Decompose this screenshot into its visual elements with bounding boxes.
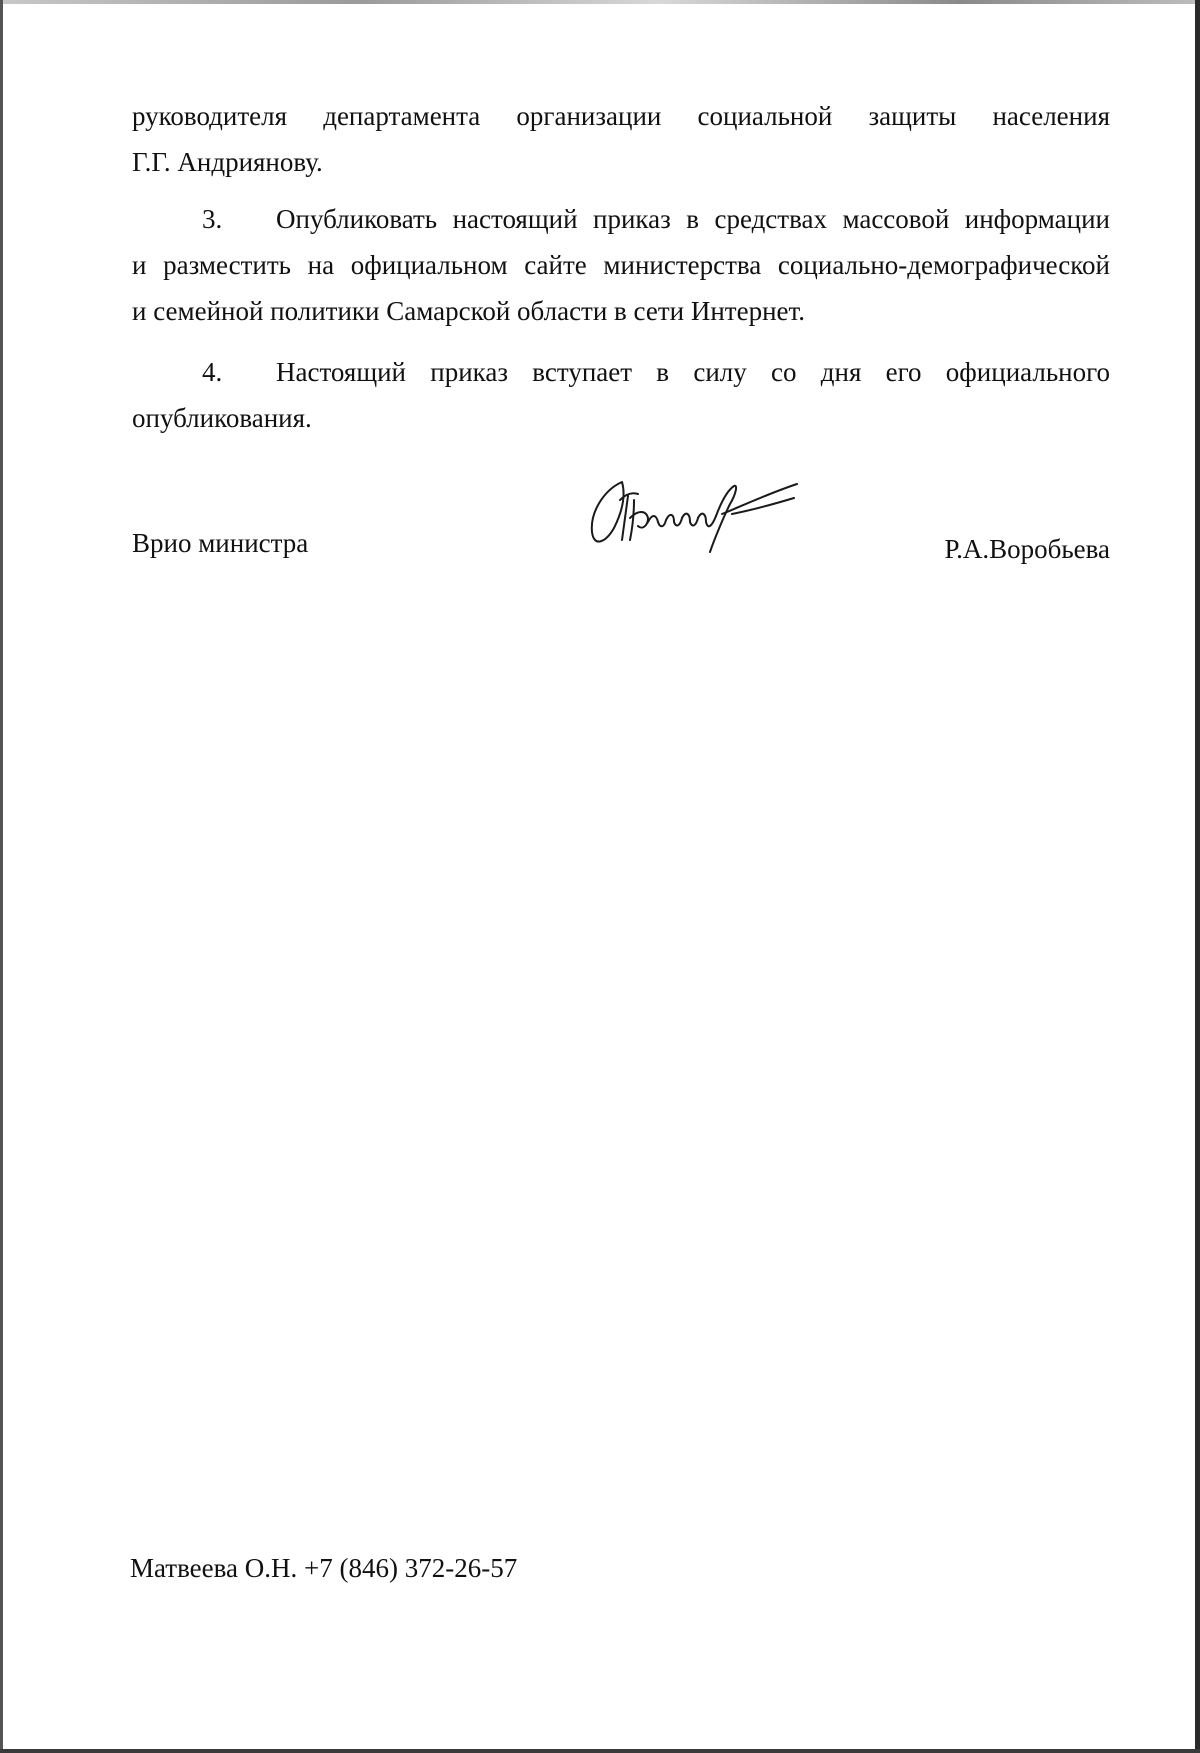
paragraph-line: и семейной политики Самарской области в сети Интернет. [132,296,806,326]
scan-edge-top [0,0,1200,4]
paragraph-line: Опубликовать настоящий приказ в средствах массовой информации [276,204,1110,234]
paragraph-first-line [132,196,1110,242]
scan-edge-left [0,0,3,1753]
scan-edge-bottom [0,1749,1200,1753]
paragraph-line: Настоящий приказ вступает в силу со дня его официального [276,357,1110,387]
item-number: 3. [202,204,223,234]
item-4-paragraph [132,349,1110,441]
signatory-name: Р.А.Воробьева [944,534,1110,564]
paragraph-line: и разместить на официальном сайте министерства социально-демографической [132,250,1110,280]
paragraph-first-line [132,349,1110,395]
paragraph-line: опубликования. [132,403,312,433]
item-number: 4. [202,357,223,387]
continuation-paragraph [132,93,1110,185]
scan-edge-right [1195,0,1200,1753]
executor-contact: Матвеева О.Н. +7 (846) 372-26-57 [130,1553,518,1583]
paragraph-line: руководителя департамента организации социальной защиты населения [132,101,1110,131]
signatory-position: Врио министра [132,528,309,558]
paragraph-line: Г.Г. Андриянову. [132,147,323,177]
item-3-paragraph [132,196,1110,334]
signature-block [132,520,1110,570]
